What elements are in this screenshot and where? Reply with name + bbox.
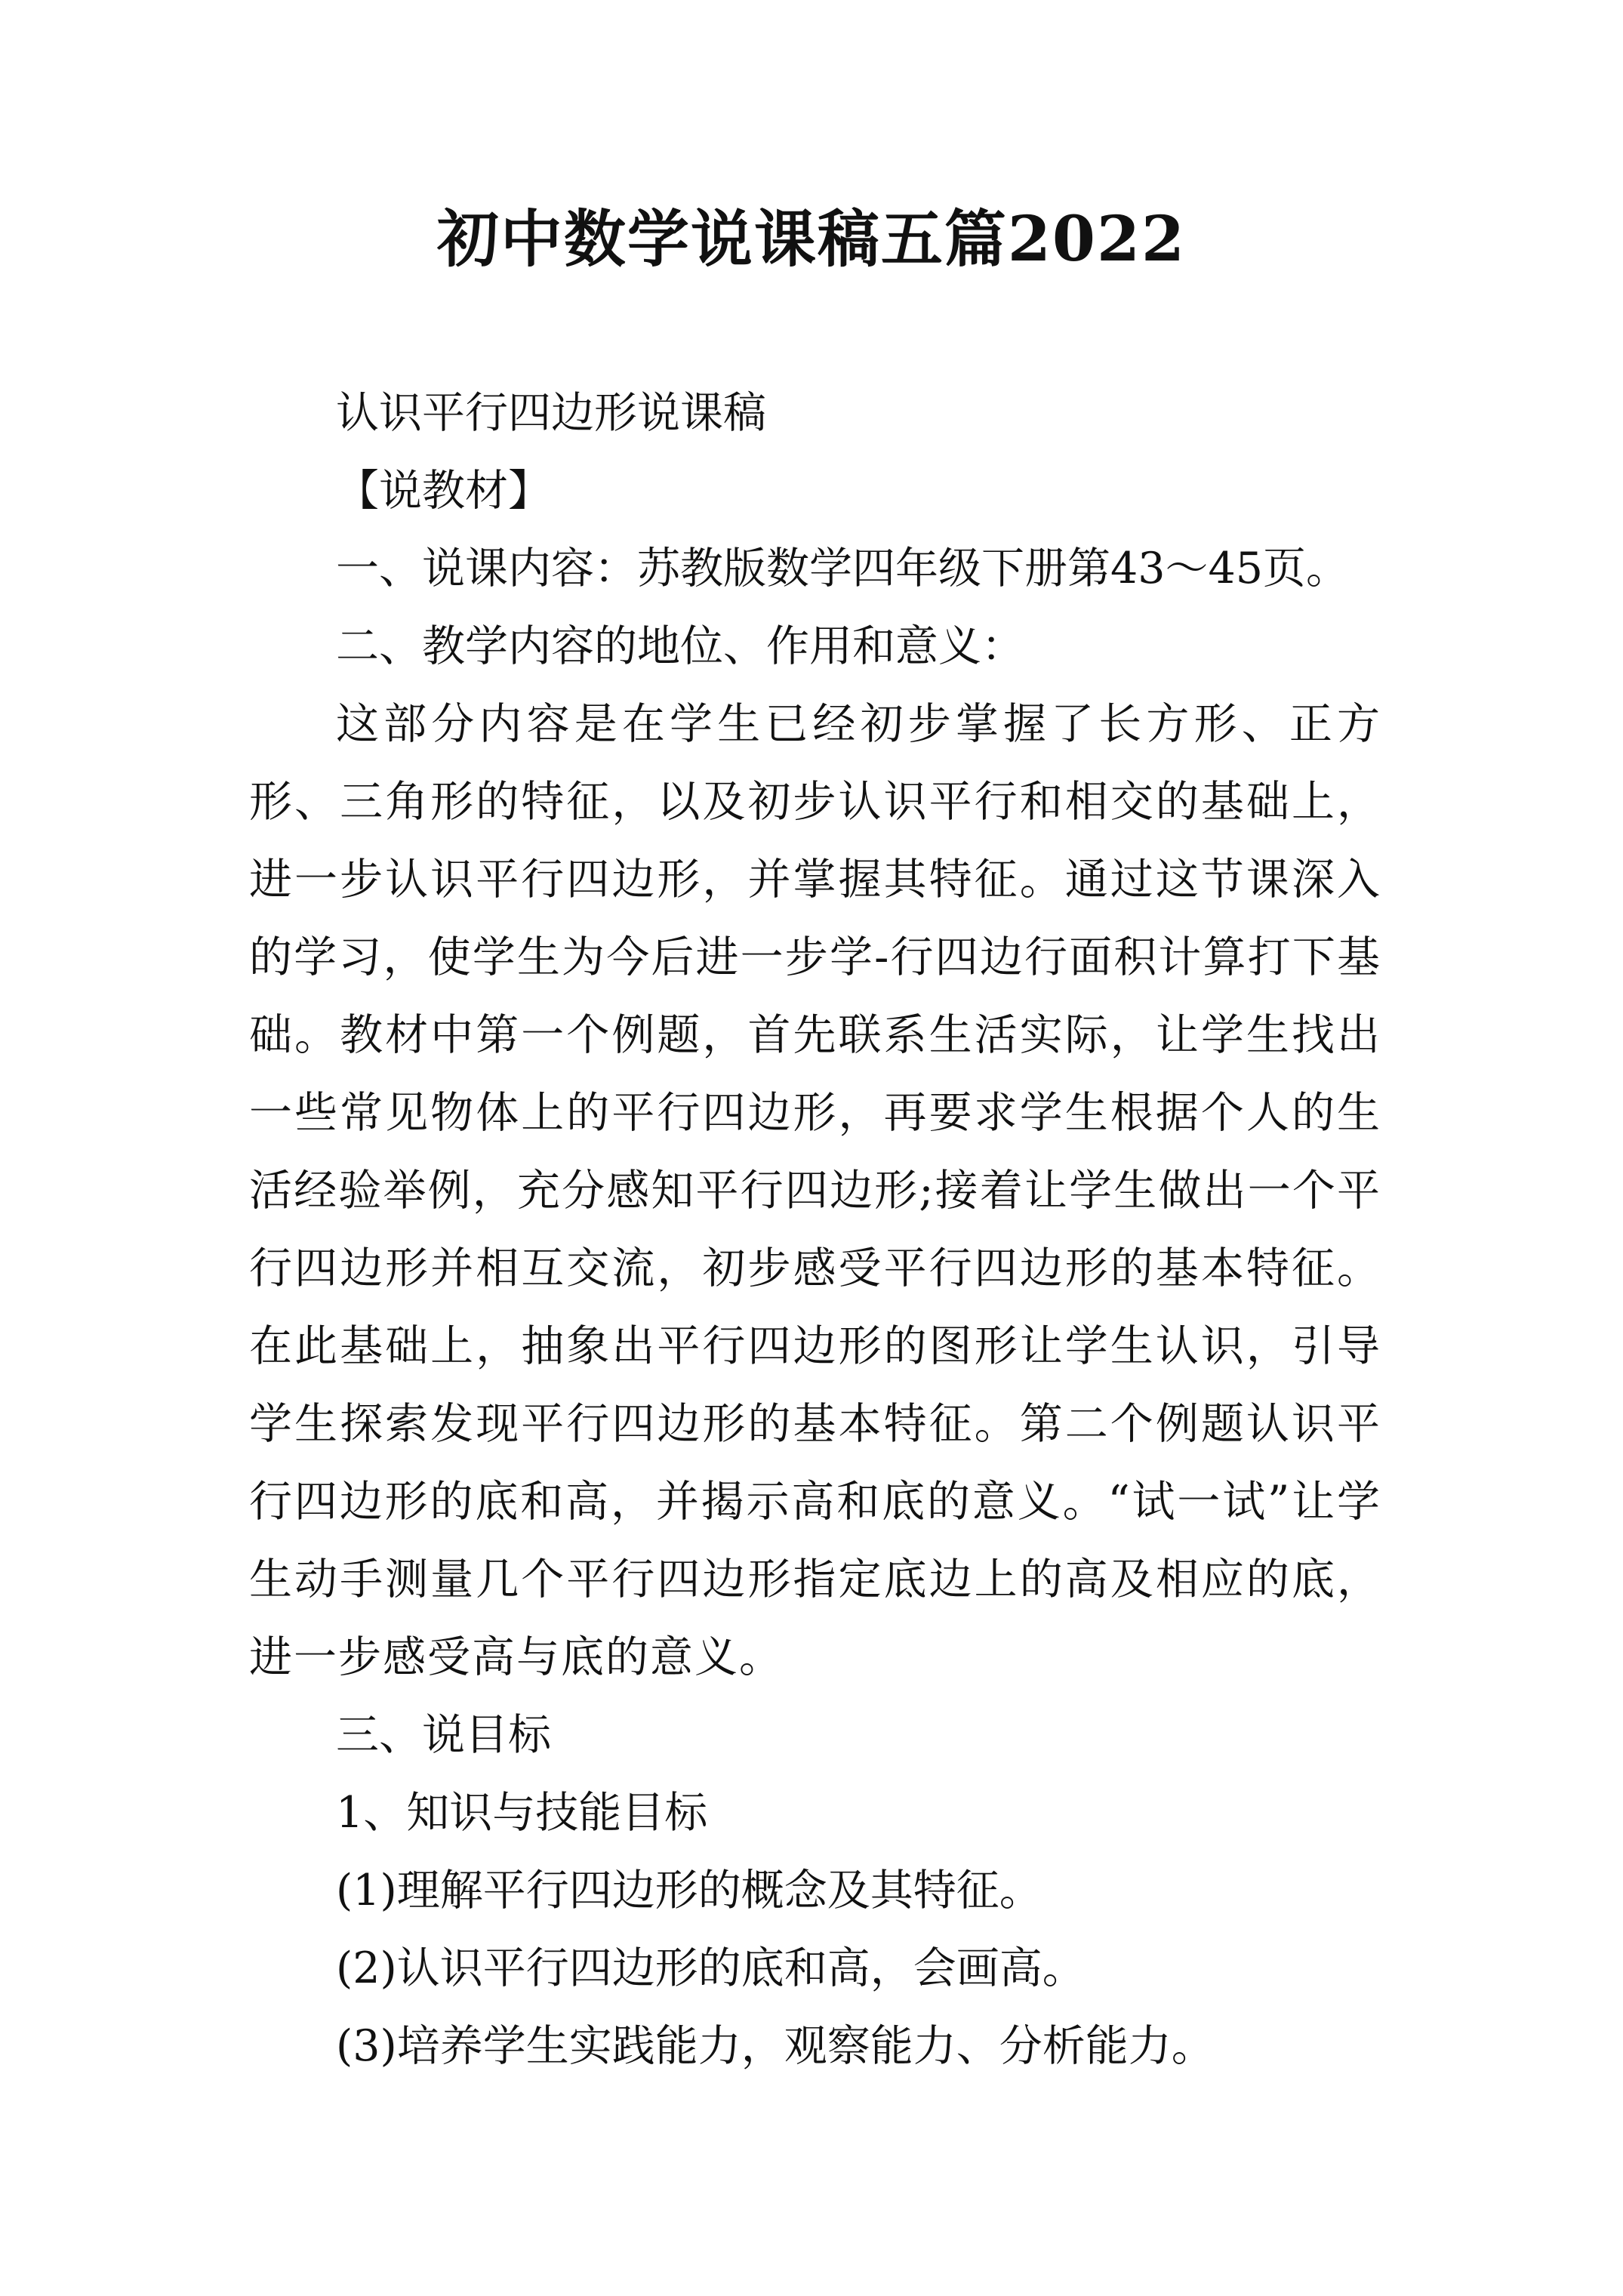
goal-item-3: (3)培养学生实践能力，观察能力、分析能力。 [336,2021,1215,2071]
goal-item-2: (2)认识平行四边形的底和高，会画高。 [336,1943,1086,1993]
section-heading-textbook: 【说教材】 [336,466,551,516]
document-title: 初中数学说课稿五篇2022 [436,203,1187,276]
lesson-content-line: 一、说课内容：苏教版数学四年级下册第43～45页。 [336,544,1350,593]
goal-item-1: (1)理解平行四边形的概念及其特征。 [336,1866,1042,1915]
goal-subheading: 1、知识与技能目标 [336,1788,708,1838]
document-body [249,374,1381,2085]
lesson-heading: 认识平行四边形说课稿 [336,388,766,438]
section-heading-goals: 三、说目标 [336,1710,551,1760]
content-status-heading: 二、教学内容的地位、作用和意义： [336,621,1024,671]
body-paragraph: 这部分内容是在学生已经初步掌握了长方形、正方形、三角形的特征，以及初步认识平行和相交的基础上，进一步认识平行四边形，并掌握其特征。通过这节课深入的学习，使学生为今后进一步学-行四边行面积计算打下基础。教材中第一个例题，首先联系生活实际，让学生找出一些常见物体上的平行四边形，再要求学生根据个人的生活经验举例，充分感知平行四边形;接着让学生做出一个平行四边形并相互交流，初步感受平行四边形的基本特征。在此基础上，抽象出平行四边形的图形让学生认识，引导学生探索发现平行四边形的基本特征。第二个例题认识平行四边形的底和高，并揭示高和底的意义。“试一试”让学生动手测量几个平行四边形指定底边上的高及相应的底，进一步感受高与底的意义。 [249,699,1381,1682]
